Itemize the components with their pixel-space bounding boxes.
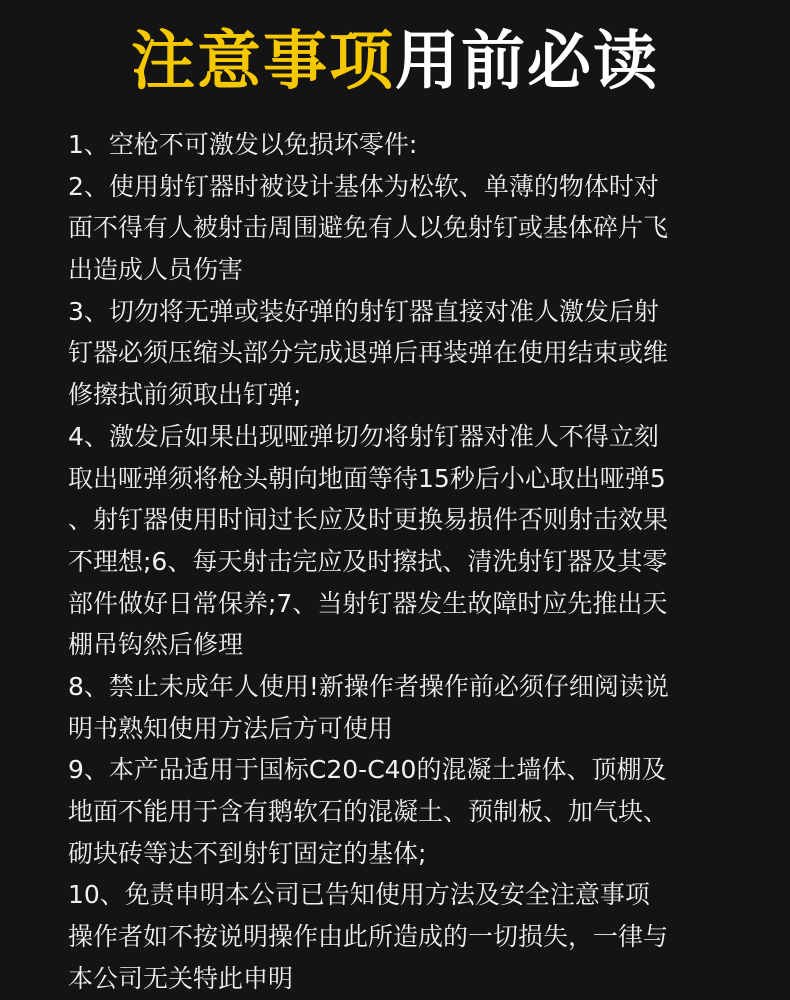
text-line: 地面不能用于含有鹅软石的混凝土、预制板、加气块、 [68,797,669,826]
text-line: 2、使用射钉器时被设计基体为松软、单薄的物体时对 [68,171,659,201]
text-line: 3、切勿将无弹或装好弹的射钉器直接对准人激发后射 [68,296,659,326]
notice-body [68,124,738,999]
text-line: 明书熟知使用方法后方可使用 [68,713,394,743]
text-line: 钉器必须压缩头部分完成退弹后再装弹在使用结束或维 [68,338,669,368]
text-line: 砌块砖等达不到射钉固定的基体; [68,838,427,868]
text-line: 面不得有人被射击周围避免有人以免射钉或基体碎片飞 [68,213,669,243]
text-line: 部件做好日常保养;7、当射钉器发生故障时应先推出天 [68,588,668,618]
text-line: 操作者如不按说明操作由此所造成的一切损失，一律与 [68,922,669,952]
text-line: 不理想;6、每天射击完应及时擦拭、清洗射钉器及其零 [68,546,668,576]
text-line: 棚吊钩然后修理 [68,630,244,660]
title-highlight: 注意事项 [131,25,395,99]
text-line: 修擦拭前须取出钉弹; [68,380,302,410]
text-line: 取出哑弹须将枪头朝向地面等待15秒后小心取出哑弹5 [68,463,666,493]
text-line: 10、免责申明本公司已告知使用方法及安全注意事项 [68,880,650,910]
text-line: 9、本产品适用于国标C20-C40的混凝土墙体、顶棚及 [68,755,667,785]
text-line: 出造成人员伤害 [68,255,244,285]
title-rest: 用前必读 [395,25,659,99]
text-line: 4、激发后如果出现哑弹切勿将射钉器对准人不得立刻 [68,421,659,451]
text-line: 本公司无关特此申明 [68,963,294,993]
text-line: 、射钉器使用时间过长应及时更换易损件否则射击效果 [68,505,669,535]
text-line: 8、禁止未成年人使用!新操作者操作前必须仔细阅读说 [68,671,669,701]
text-line: 1、空枪不可激发以免损坏零件: [68,130,418,159]
page-title [0,22,790,102]
